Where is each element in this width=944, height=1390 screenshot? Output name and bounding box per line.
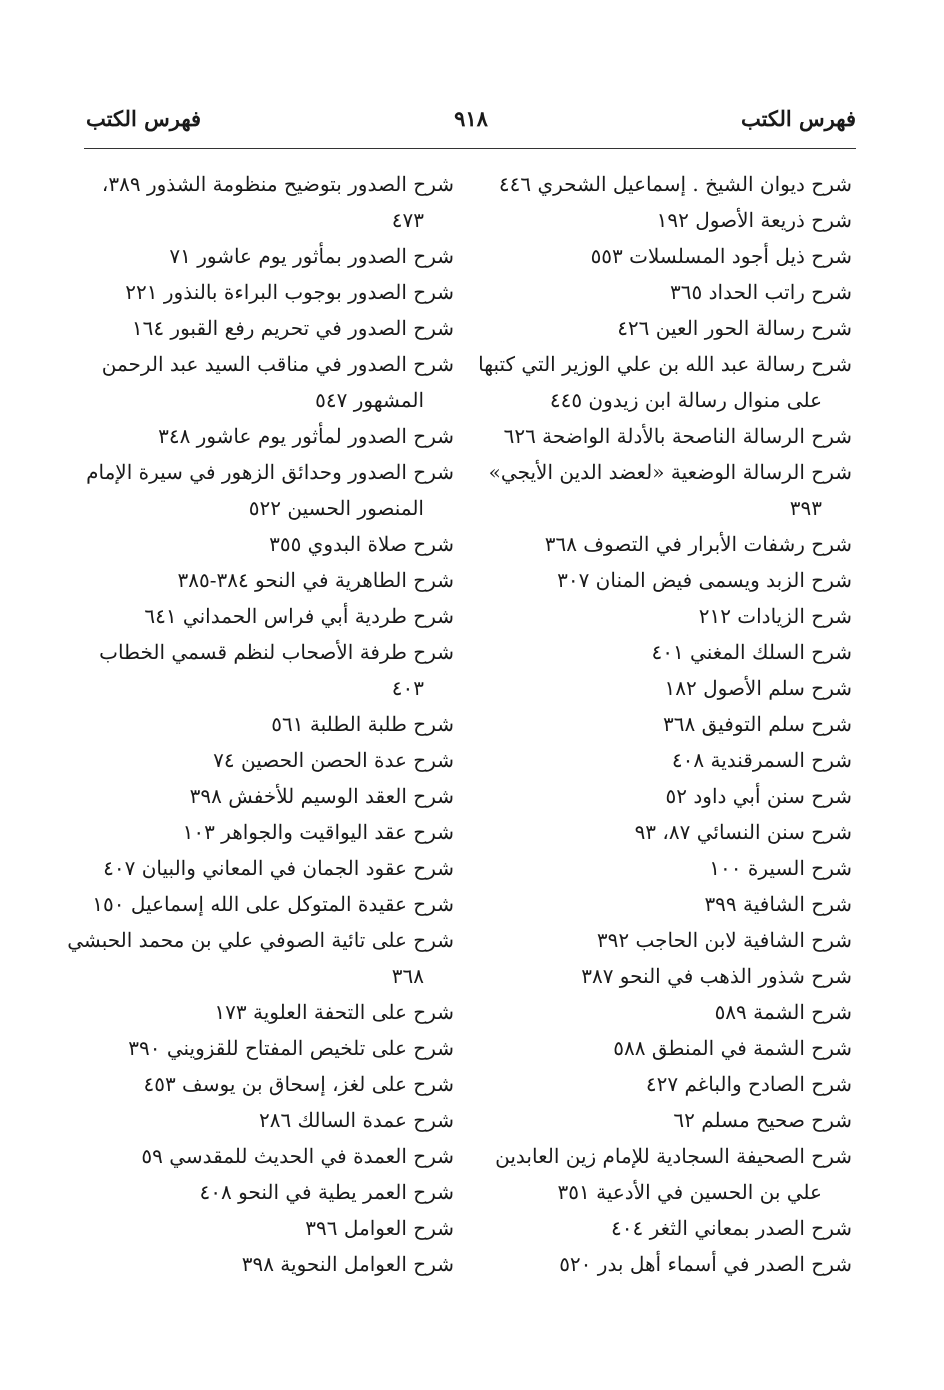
index-entry-text: شرح شذور الذهب في النحو ٣٨٧ [581, 964, 852, 988]
index-entry-text: شرح على لغز، إسحاق بن يوسف ٤٥٣ [143, 1072, 454, 1096]
index-entry-continuation: ٣٩٣ [789, 496, 822, 520]
index-entry [78, 1066, 454, 1102]
index-entry-text: شرح راتب الحداد ٣٦٥ [670, 280, 852, 304]
index-entry [78, 778, 454, 814]
index-entry [67, 922, 454, 994]
index-entry-text: شرح عمدة السالك ٢٨٦ [258, 1108, 454, 1132]
index-entry-text: شرح العقد الوسيم للأخفش ٣٩٨ [189, 784, 454, 808]
running-title-right: فهرس الكتب [740, 106, 856, 131]
index-entry-text: شرح عقد اليواقيت والجواهر ١٠٣ [182, 820, 454, 844]
index-entry [78, 814, 454, 850]
index-entry [480, 346, 852, 418]
index-entry [78, 706, 454, 742]
index-entry-text: شرح الشافية لابن الحاجب ٣٩٢ [596, 928, 852, 952]
index-entry-text: شرح الصدور لمأثور يوم عاشور ٣٤٨ [158, 424, 454, 448]
index-entry-text: شرح طلبة الطلبة ٥٦١ [271, 712, 454, 736]
index-entry-text: شرح السمرقندية ٤٠٨ [671, 748, 852, 772]
index-entry [78, 850, 454, 886]
index-entry-text: شرح عقيدة المتوكل على الله إسماعيل ١٥٠ [92, 892, 454, 916]
index-entry [480, 454, 852, 526]
index-entry [480, 670, 852, 706]
index-entry [480, 886, 852, 922]
index-entry [78, 346, 454, 418]
index-entry-text: شرح الشافية ٣٩٩ [704, 892, 852, 916]
index-entry [78, 1030, 454, 1066]
index-entry [78, 454, 454, 526]
page-header [86, 106, 856, 142]
left-column [67, 166, 454, 1282]
index-entry-text: شرح سنن النسائي ٨٧، ٩٣ [634, 820, 852, 844]
index-entry [480, 958, 852, 994]
index-entry [480, 742, 852, 778]
index-entry-text: شرح على التحفة العلوية ١٧٣ [214, 1000, 454, 1024]
index-entry [480, 922, 852, 958]
index-entry [78, 1138, 454, 1174]
index-entry-continuation: علي بن الحسين في الأدعية ٣٥١ [557, 1180, 822, 1204]
index-entry-text: شرح العمدة في الحديث للمقدسي ٥٩ [141, 1144, 454, 1168]
index-entry-text: شرح الرسالة الناصحة بالأدلة الواضحة ٦٢٦ [503, 424, 852, 448]
index-entry-text: شرح العوامل النحوية ٣٩٨ [241, 1252, 454, 1276]
index-entry [78, 634, 454, 706]
index-entry-text: شرح رسالة الحور العين ٤٢٦ [617, 316, 852, 340]
index-entry-text: شرح الصدور بوجوب البراءة بالنذور ٢٢١ [125, 280, 454, 304]
index-entry [78, 562, 454, 598]
index-entry [78, 310, 454, 346]
index-entry-continuation: المنصور الحسين ٥٢٢ [248, 496, 424, 520]
index-entry-text: شرح عقود الجمان في المعاني والبيان ٤٠٧ [103, 856, 454, 880]
index-entry-text: شرح السلك المغني ٤٠١ [651, 640, 852, 664]
index-entry [480, 706, 852, 742]
index-entry-text: شرح رشفات الأبرار في التصوف ٣٦٨ [544, 532, 852, 556]
index-entry-text: شرح ديوان الشيخ . إسماعيل الشحري ٤٤٦ [498, 172, 852, 196]
index-entry-continuation: على منوال رسالة ابن زيدون ٤٤٥ [549, 388, 822, 412]
index-entry [480, 1066, 852, 1102]
index-entry-text: شرح على تلخيص المفتاح للقزويني ٣٩٠ [128, 1036, 454, 1060]
index-entry-text: شرح الصدور بمأثور يوم عاشور ٧١ [169, 244, 454, 268]
index-entry [78, 166, 454, 238]
index-entry [78, 1174, 454, 1210]
index-entry-text: شرح رسالة عبد الله بن علي الوزير التي كتبها [478, 352, 852, 376]
index-entry [480, 202, 852, 238]
index-entry [78, 1102, 454, 1138]
running-title-left: فهرس الكتب [86, 106, 202, 131]
index-entry-text: شرح الشمة في المنطق ٥٨٨ [613, 1036, 852, 1060]
index-entry-text: شرح ذريعة الأصول ١٩٢ [656, 208, 852, 232]
index-entry-text: شرح الصدر بمعاني الثغر ٤٠٤ [611, 1216, 852, 1240]
index-entry [480, 526, 852, 562]
index-entry-text: شرح الزيادات ٢١٢ [698, 604, 852, 628]
index-entry [480, 1246, 852, 1282]
index-entry-continuation: ٤٠٣ [391, 676, 424, 700]
index-entry-text: شرح العوامل ٣٩٦ [305, 1216, 454, 1240]
index-entry [480, 562, 852, 598]
index-entry [78, 1246, 454, 1282]
index-entry-continuation: ٤٧٣ [391, 208, 424, 232]
index-entry-continuation: ٣٦٨ [391, 964, 424, 988]
index-entry-text: شرح طرفة الأصحاب لنظم قسمي الخطاب [99, 640, 454, 664]
index-entry-text: شرح صلاة البدوي ٣٥٥ [269, 532, 454, 556]
index-entry-text: شرح صحيح مسلم ٦٢ [673, 1108, 852, 1132]
index-entry-text: شرح الزبد ويسمى فيض المنان ٣٠٧ [557, 568, 852, 592]
index-entry-text: شرح السيرة ١٠٠ [709, 856, 852, 880]
index-entry-continuation: المشهور ٥٤٧ [315, 388, 424, 412]
index-entry-text: شرح الصدور في مناقب السيد عبد الرحمن [101, 352, 454, 376]
index-entry [480, 418, 852, 454]
index-entry-text: شرح الصدور في تحريم رفع القبور ١٦٤ [131, 316, 454, 340]
index-entry [480, 1102, 852, 1138]
index-entry-text: شرح سنن أبي داود ٥٢ [665, 784, 852, 808]
index-entry-text: شرح الصادح والباغم ٤٢٧ [645, 1072, 852, 1096]
index-entry-text: شرح الصحيفة السجادية للإمام زين العابدين [495, 1144, 852, 1168]
index-entry [480, 634, 852, 670]
index-entry-text: شرح سلم الأصول ١٨٢ [664, 676, 852, 700]
index-entry [480, 1210, 852, 1246]
index-entry-text: شرح عدة الحصن الحصين ٧٤ [213, 748, 454, 772]
index-entry-text: شرح ذيل أجود المسلسلات ٥٥٣ [590, 244, 852, 268]
index-entry [480, 310, 852, 346]
index-entry-text: شرح الطاهرية في النحو ٣٨٤-٣٨٥ [177, 568, 454, 592]
index-entry [480, 1138, 852, 1210]
index-entry [78, 418, 454, 454]
index-entry-text: شرح سلم التوفيق ٣٦٨ [663, 712, 852, 736]
index-entry-text: شرح الرسالة الوضعية «لعضد الدين الأيجي» [488, 460, 852, 484]
index-entry [480, 598, 852, 634]
index-entry [78, 886, 454, 922]
index-entry-text: شرح الصدور وحدائق الزهور في سيرة الإمام [86, 460, 454, 484]
index-entry [78, 598, 454, 634]
index-entry [480, 1030, 852, 1066]
index-entry-text: شرح الشمة ٥٨٩ [714, 1000, 852, 1024]
index-entry [480, 994, 852, 1030]
index-entry [78, 274, 454, 310]
index-entry-text: شرح العمر يطية في النحو ٤٠٨ [199, 1180, 454, 1204]
index-entry [78, 1210, 454, 1246]
index-entry [78, 526, 454, 562]
page-number: ٩١٨ [454, 106, 488, 131]
index-entry [78, 742, 454, 778]
index-entry [480, 778, 852, 814]
index-entry [480, 166, 852, 202]
index-entry [78, 994, 454, 1030]
header-divider [84, 148, 856, 149]
index-entry-text: شرح الصدر في أسماء أهل بدر ٥٢٠ [559, 1252, 852, 1276]
index-entry-text: شرح الصدور بتوضيح منظومة الشذور ٣٨٩، [101, 172, 454, 196]
index-entry-text: شرح طردية أبي فراس الحمداني ٦٤١ [144, 604, 454, 628]
index-entry [480, 850, 852, 886]
index-entry [480, 814, 852, 850]
index-entry [78, 238, 454, 274]
index-entry [480, 274, 852, 310]
index-entry [480, 238, 852, 274]
index-entry-text: شرح على تائية الصوفي علي بن محمد الحبشي [67, 928, 454, 952]
right-column [480, 166, 852, 1282]
